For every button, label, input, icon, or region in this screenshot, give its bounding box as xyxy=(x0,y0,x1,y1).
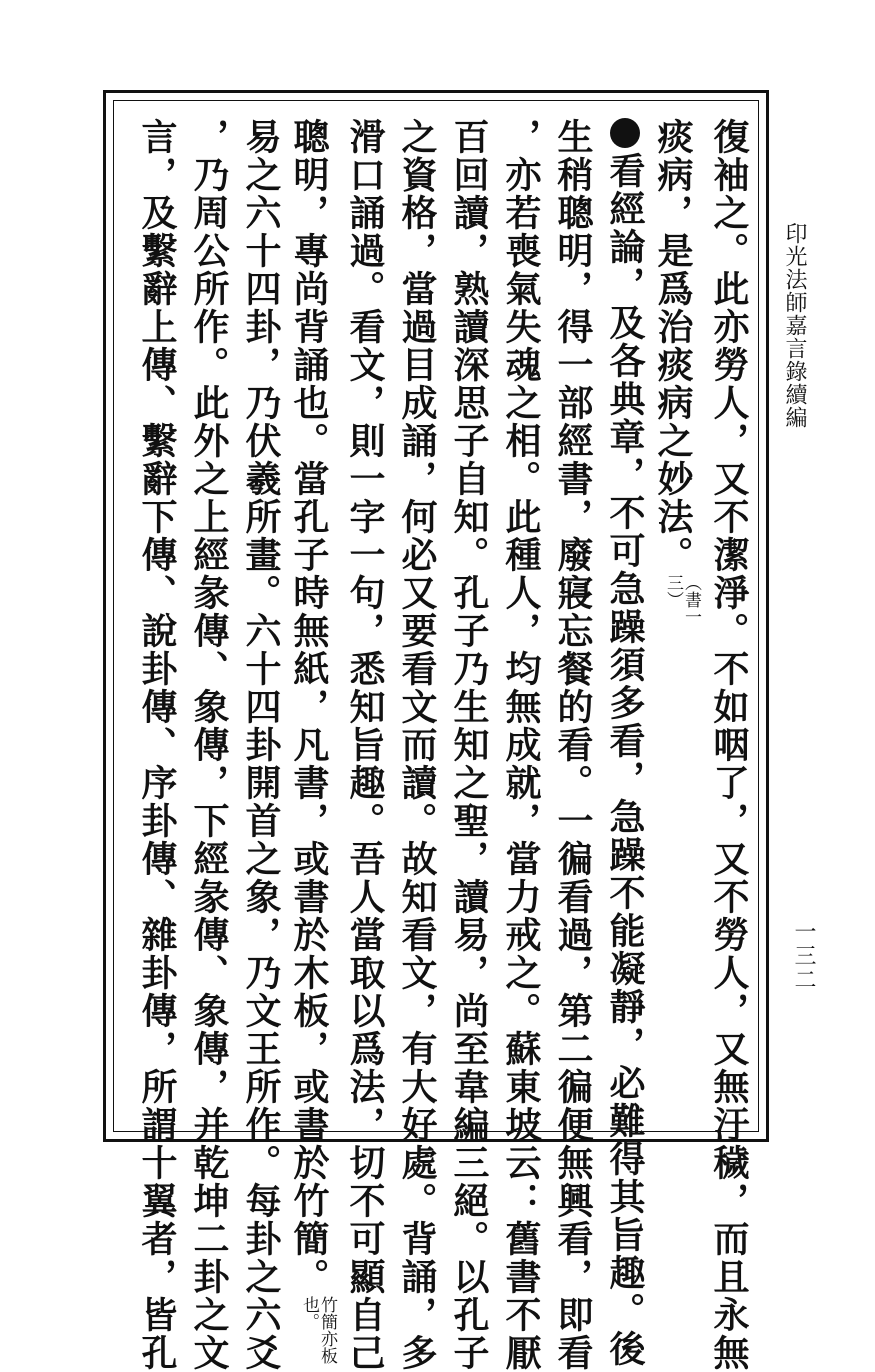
inline-note: 竹簡亦板也。 xyxy=(299,1296,337,1364)
bullet-icon xyxy=(610,118,640,148)
text-column xyxy=(550,118,596,1372)
text-column xyxy=(290,118,336,1368)
page-number: 一三二 xyxy=(791,920,816,992)
running-title: 印光法師嘉言錄續編 xyxy=(782,222,807,429)
text-column xyxy=(706,118,752,1372)
source-note: （書一三） xyxy=(663,574,701,625)
column-text: 言，及繫辭上傳、繫辭下傳、說卦傳、序卦傳、雜卦傳，所謂十翼者，皆孔 xyxy=(136,118,178,1372)
text-column xyxy=(446,118,492,1372)
column-text: 聰明，專尚背誦也。當孔子時無紙，凡書，或書於木板，或書於竹簡。 xyxy=(288,118,330,1296)
text-column xyxy=(498,118,544,1372)
column-text: 痰病，是爲治痰病之妙法。 xyxy=(652,118,694,574)
column-text: ，乃周公所作。此外之上經彖傳、象傳，下經彖傳、象傳，并乾坤二卦之文 xyxy=(188,118,230,1372)
column-text: 之資格，當過目成誦，何必又要看文而讀。故知看文，有大好處。背誦，多 xyxy=(396,118,438,1372)
text-column xyxy=(238,118,284,1372)
text-column xyxy=(654,118,700,646)
column-text: 百回讀，熟讀深思子自知。孔子乃生知之聖，讀易，尚至韋編三絕。以孔子 xyxy=(448,118,490,1372)
column-text: 滑口誦過。看文，則一字一句，悉知旨趣。吾人當取以爲法，切不可顯自己 xyxy=(344,118,386,1372)
text-column xyxy=(134,118,180,1372)
column-text: 生稍聰明，得一部經書，廢寢忘餐的看。一徧看過，第二徧便無興看，即看 xyxy=(552,118,594,1372)
column-text: 復袖之。此亦勞人，又不潔淨。不如咽了，又不勞人，又無汙穢，而且永無 xyxy=(708,118,750,1372)
text-column xyxy=(342,118,388,1372)
column-text: 看經論，及各典章，不可急躁須多看，急躁不能凝靜，必難得其旨趣。後 xyxy=(604,152,646,1368)
column-text: ，亦若喪氣失魂之相。此種人，均無成就，當力戒之。蘇東坡云：舊書不厭 xyxy=(500,118,542,1372)
text-column xyxy=(602,118,648,1368)
text-column xyxy=(186,118,232,1372)
column-text: 易之六十四卦，乃伏羲所畫。六十四卦開首之象，乃文王所作。每卦之六爻 xyxy=(240,118,282,1372)
text-column xyxy=(394,118,440,1372)
